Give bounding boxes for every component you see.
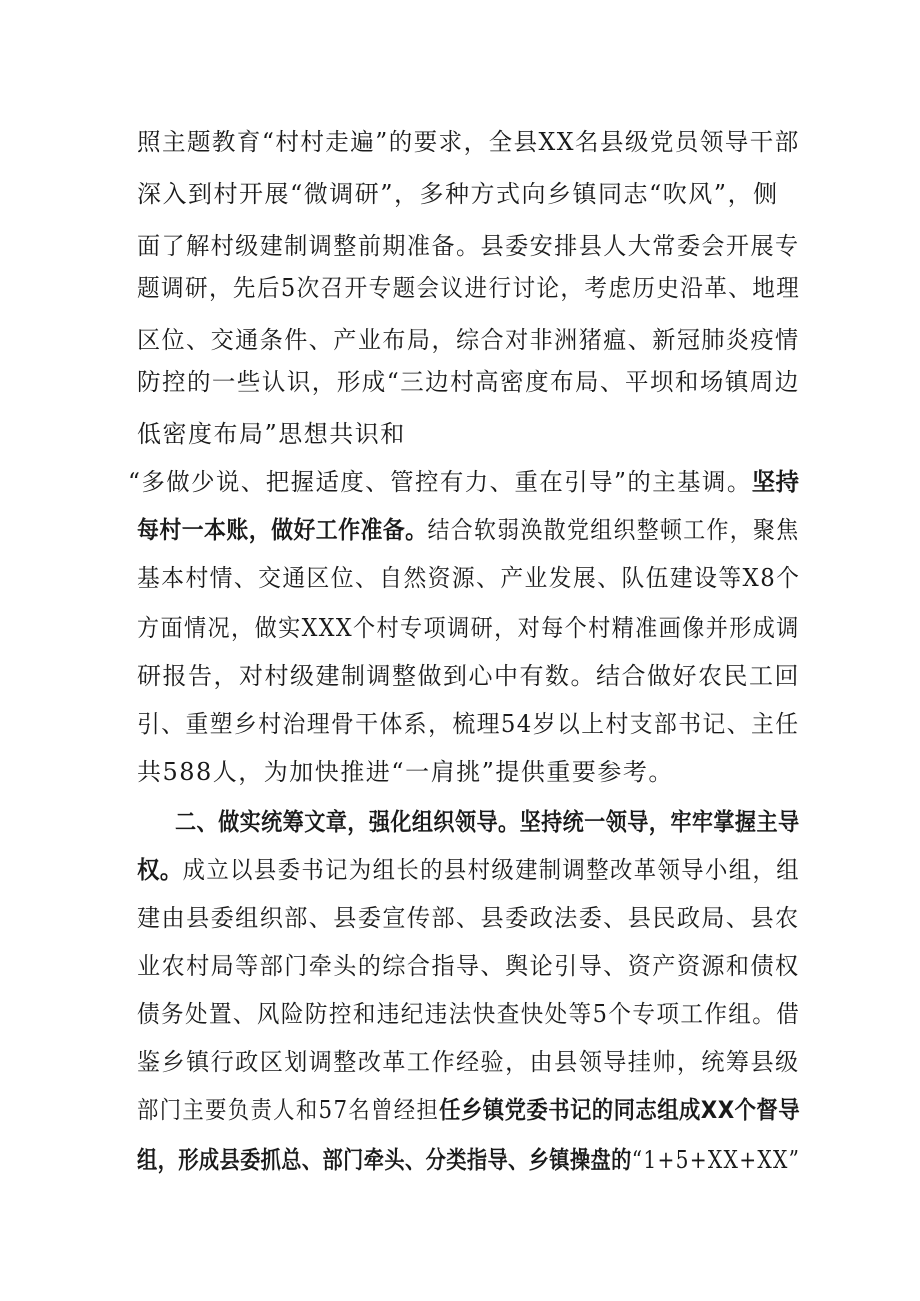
text-line (128, 462, 800, 502)
section-heading-line (175, 802, 800, 842)
text-segment-bold: 二、做实统筹文章，强化组织领导。坚持统一领导，牢牢掌握主导 (175, 808, 800, 836)
text-segment: 部门主要负责人和57名曾经担 (137, 1096, 440, 1124)
text-line (137, 898, 800, 938)
text-segment: 业农村局等部门牵头的综合指导、舆论引导、资产资源和债权 (137, 952, 800, 980)
text-segment: 成立以县委书记为组长的县村级建制调整改革领导小组，组 (182, 856, 801, 884)
text-segment: 面了解村级建制调整前期准备。县委安排县人大常委会开展专 (137, 232, 800, 260)
text-line (137, 558, 800, 598)
text-line (137, 994, 800, 1034)
text-segment: 防控的一些认识，形成“三边村高密度布局、平坝和场镇周边 (137, 368, 800, 396)
text-segment-bold: 权。 (137, 856, 183, 884)
text-segment: “多做少说、把握适度、管控有力、重在引导”的主基调。 (128, 468, 752, 496)
text-line (137, 946, 800, 986)
text-segment: 债务处置、风险防控和违纪违法快查快处等5个专项工作组。借 (137, 1000, 801, 1028)
text-segment: 研报告，对村级建制调整做到心中有数。结合做好农民工回 (137, 662, 800, 690)
text-segment-bold: 坚持 (751, 468, 800, 496)
text-segment: 方面情况，做实XXX个村专项调研，对每个村精准画像并形成调 (137, 614, 800, 642)
text-line (137, 1140, 800, 1180)
text-line (137, 1090, 800, 1130)
text-segment: 深入到村开展“微调研”，多种方式向乡镇同志“吹风”，侧 (137, 180, 779, 208)
text-segment: 低密度布局”思想共识和 (137, 420, 406, 448)
text-segment: 结合软弱涣散党组织整顿工作，聚焦 (427, 516, 800, 544)
text-line (137, 608, 800, 648)
text-line (137, 268, 800, 308)
text-segment-bold: 组，形成县委抓总、部门牵头、分类指导、乡镇操盘的 (137, 1146, 632, 1174)
text-line (137, 1042, 800, 1082)
text-segment-bold: 每村一本账，做好工作准备。 (137, 516, 428, 544)
text-line (137, 122, 800, 162)
text-line (137, 414, 406, 454)
text-segment: 引、重塑乡村治理骨干体系，梳理54岁以上村支部书记、主任 (137, 710, 800, 738)
text-line (137, 320, 800, 360)
text-line (137, 752, 674, 792)
text-segment: 基本村情、交通区位、自然资源、产业发展、队伍建设等X8个 (137, 564, 801, 592)
text-line (137, 850, 800, 890)
text-line (137, 362, 800, 402)
text-segment-bold: 任乡镇党委书记的同志组成XX个督导 (439, 1096, 801, 1124)
text-segment: 区位、交通条件、产业布局，综合对非洲猪瘟、新冠肺炎疫情 (137, 326, 800, 354)
text-segment: 共588人，为加快推进“一肩挑”提供重要参考。 (137, 758, 674, 786)
text-line (137, 226, 800, 266)
text-line (137, 704, 800, 744)
text-segment: 题调研，先后5次召开专题会议进行讨论，考虑历史沿革、地理 (137, 274, 801, 302)
text-line (137, 656, 800, 696)
text-line (137, 510, 800, 550)
text-segment: 照主题教育“村村走遍”的要求，全县XX名县级党员领导干部 (137, 128, 800, 156)
text-line (137, 174, 779, 214)
text-segment: 建由县委组织部、县委宣传部、县委政法委、县民政局、县农 (137, 904, 800, 932)
text-segment: “1+5+XX+XX” (631, 1146, 801, 1174)
text-segment: 鉴乡镇行政区划调整改革工作经验，由县领导挂帅，统筹县级 (137, 1048, 800, 1076)
